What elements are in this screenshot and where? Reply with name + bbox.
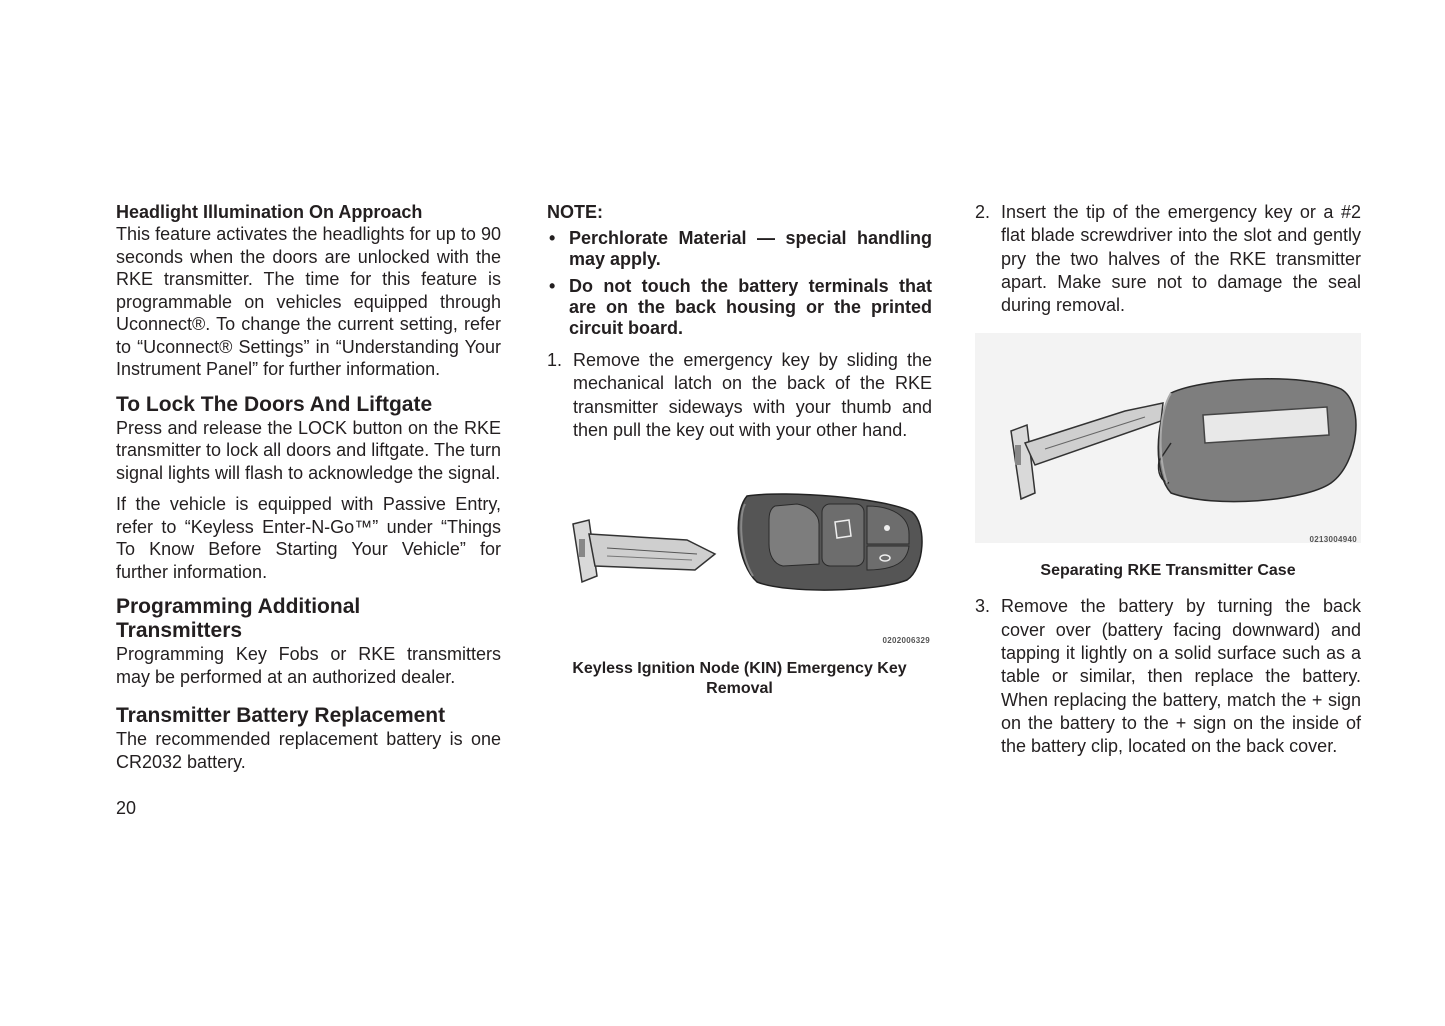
bullet-icon: •: [549, 276, 556, 296]
step-3-text: Remove the battery by turning the back cover over (battery facing downward) and tapping it lightly on a solid surface such as a table or similar, then replace the battery. When replacing the battery, match the + sign on the battery to the + sign on the inside of the battery clip, located on the back cover.: [1001, 596, 1361, 757]
right-column: [975, 201, 1361, 759]
passive-entry-text: If the vehicle is equipped with Passive Entry, refer to “Keyless Enter-N-Go™” under “Things To Know Before Starting Your Vehicle” for further information.: [116, 494, 501, 582]
key-fob-with-emergency-key-illustration: [547, 484, 932, 659]
step-1: [547, 349, 932, 442]
middle-column: [547, 201, 932, 724]
programming-text: Programming Key Fobs or RKE transmitters may be performed at an authorized dealer.: [116, 644, 501, 687]
figure-code: 0202006329: [882, 636, 930, 646]
note-bullet-text: Do not touch the battery terminals that are on the back housing or the printed circuit board.: [569, 276, 932, 338]
step-2-number: 2.: [975, 202, 991, 222]
key-fob-icon: [738, 494, 922, 590]
headlight-heading: Headlight Illumination On Approach: [116, 202, 423, 222]
figure-caption: Separating RKE Transmitter Case: [1040, 562, 1296, 580]
separating-case-figure: [975, 333, 1361, 580]
battery-text: The recommended replacement battery is one CR2032 battery.: [116, 729, 501, 772]
step-2-text: Insert the tip of the emergency key or a #2 flat blade screwdriver into the slot and gently pry the two halves of the RKE transmitter apart. Make sure not to damage the seal during removal.: [1001, 202, 1361, 316]
battery-heading: Transmitter Battery Replacement: [116, 704, 446, 727]
headlight-text: This feature activates the headlights for up to 90 seconds when the doors are unlocked with the RKE transmitter. The time for this feature is programmable on vehicles equipped through Uconnect®. To change the current setting, refer to “Uconnect® Settings” in “Understanding Your Instrument Panel” for further information.: [116, 224, 501, 379]
page-number: 20: [116, 798, 137, 818]
figure-code: 0213004940: [1309, 535, 1357, 545]
left-column: [116, 201, 501, 773]
key-fob-case-icon: [1158, 379, 1356, 502]
step-2: [975, 201, 1361, 317]
kin-key-figure: [547, 484, 932, 724]
note-bullet: [547, 228, 932, 270]
note-bullet-list: [547, 228, 932, 339]
programming-heading: Programming Additional Transmitters: [116, 595, 361, 642]
step-3-number: 3.: [975, 596, 991, 617]
note-bullet-text: Perchlorate Material — special handling may apply.: [569, 228, 932, 269]
lock-heading: To Lock The Doors And Liftgate: [116, 392, 433, 416]
bullet-icon: •: [549, 228, 556, 248]
step-1-text: Remove the emergency key by sliding the mechanical latch on the back of the RKE transmitter sideways with your thumb and then pull the key out with your other hand.: [573, 350, 932, 440]
step-3: [975, 595, 1361, 758]
lock-text: Press and release the LOCK button on the RKE transmitter to lock all doors and liftgate. The turn signal lights will flash to acknowledge the signal.: [116, 417, 501, 483]
emergency-key-icon: [573, 520, 715, 582]
note-heading: NOTE:: [547, 202, 603, 222]
step-1-number: 1.: [547, 350, 563, 370]
figure-caption: Keyless Ignition Node (KIN) Emergency Key Removal: [572, 660, 907, 698]
note-bullet: [547, 276, 932, 339]
separating-transmitter-case-illustration: [975, 333, 1361, 543]
